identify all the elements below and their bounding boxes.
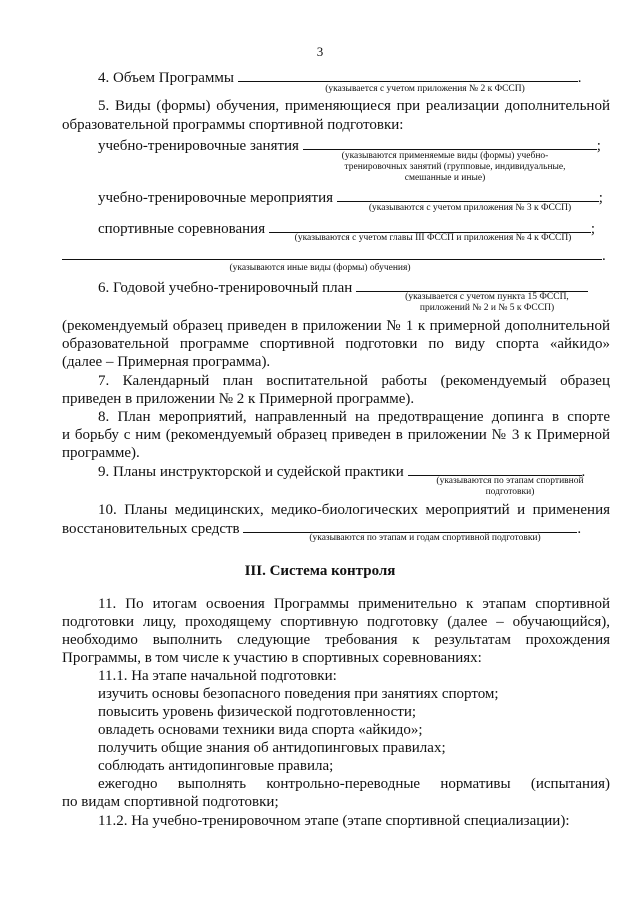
training-sessions-note-2: тренировочных занятий (групповые, индивидуальные,: [344, 162, 566, 172]
item-11-2-heading: 11.2. На учебно-тренировочном этапе (этапе спортивной специализации):: [98, 813, 570, 829]
requirement-item: соблюдать антидопинговые правила;: [98, 758, 334, 774]
item-6-text: 6. Годовой учебно-тренировочный план: [98, 280, 353, 296]
training-sessions-note-1: (указываются применяемые виды (формы) учебно-: [341, 151, 549, 161]
requirement-item-continued: по видам спортивной подготовки;: [62, 794, 279, 810]
item-11-line-2: подготовки лицу, проходящему спортивную подготовку (далее – обучающийся),: [62, 614, 610, 630]
item-11-line-3: необходимо выполнить следующие требования к результатам прохождения: [62, 632, 610, 648]
item-7-line-1: 7. Календарный план воспитательной работы (рекомендуемый образец: [98, 373, 610, 389]
training-sessions-blank: [303, 136, 597, 150]
item-4-text: 4. Объем Программы: [98, 70, 234, 86]
requirement-item: получить общие знания об антидопинговых правилах;: [98, 740, 446, 756]
requirement-item: ежегодно выполнять контрольно-переводные нормативы (испытания): [98, 776, 610, 792]
other-forms-note: (указываются иные виды (формы) обучения): [229, 263, 411, 273]
item-9-note-1: (указываются по этапам спортивной: [436, 476, 584, 486]
item-6-note-2: приложений № 2 и № 5 к ФССП): [419, 303, 555, 313]
item-4-end: .: [577, 70, 582, 86]
competitions-note: (указываются с учетом главы III ФССП и приложения № 4 к ФССП): [294, 233, 572, 243]
training-sessions-end: ;: [596, 138, 601, 154]
competitions-blank: [269, 219, 591, 233]
item-9-blank: [408, 462, 582, 476]
item-6-line-4: (далее – Примерная программа).: [62, 354, 271, 370]
item-10-note: (указываются по этапам и годам спортивной подготовки): [309, 533, 541, 543]
other-forms-end: .: [602, 248, 606, 264]
training-events-note: (указываются с учетом приложения № 3 к ФССП): [368, 203, 572, 213]
item-9-end: .: [581, 464, 586, 480]
item-7-line-2: приведен в приложении № 2 к Примерной программе).: [62, 391, 415, 407]
item-5-line-1: 5. Виды (формы) обучения, применяющиеся при реализации дополнительной: [98, 98, 610, 114]
competitions-label: спортивные соревнования: [98, 221, 266, 237]
item-9-note-2: подготовки): [485, 487, 535, 497]
competitions-end: ;: [590, 221, 596, 237]
item-9-text: 9. Планы инструкторской и судейской практики: [98, 464, 404, 480]
item-10-end: .: [577, 521, 582, 537]
item-11-1-heading: 11.1. На этапе начальной подготовки:: [98, 668, 337, 684]
item-10-blank: [243, 519, 577, 533]
page-number: 3: [316, 44, 324, 59]
item-4-note: (указывается с учетом приложения № 2 к ФССП): [325, 84, 525, 94]
item-11-line-1: 11. По итогам освоения Программы применительно к этапам спортивной: [98, 596, 610, 612]
requirement-item: изучить основы безопасного поведения при занятиях спортом;: [98, 686, 499, 702]
item-10-line-1: 10. Планы медицинских, медико-биологических мероприятий и применения: [98, 502, 610, 518]
requirement-item: повысить уровень физической подготовленности;: [98, 704, 417, 720]
item-8-line-1: 8. План мероприятий, направленный на предотвращение допинга в спорте: [98, 409, 610, 425]
item-6-line-3: образовательной программе спортивной подготовки по виду спорта «айкидо»: [62, 336, 610, 352]
item-11-line-4: Программы, в том числе к участию в спортивных соревнованиях:: [62, 650, 482, 666]
requirement-item: овладеть основами техники вида спорта «айкидо»;: [98, 722, 423, 738]
training-events-end: ;: [598, 190, 603, 206]
item-6-line-2: (рекомендуемый образец приведен в приложении № 1 к примерной дополнительной: [62, 318, 610, 334]
item-10-text: восстановительных средств: [62, 521, 240, 537]
item-6-note-1: (указывается с учетом пункта 15 ФССП,: [405, 292, 569, 302]
item-5-line-2: образовательной программы спортивной подготовки:: [62, 117, 404, 133]
section-title: III. Система контроля: [244, 563, 396, 579]
item-4-blank: [238, 68, 578, 82]
training-sessions-label: учебно-тренировочные занятия: [98, 138, 299, 154]
training-events-blank: [337, 188, 599, 202]
other-forms-blank: [62, 246, 602, 260]
item-8-line-2: и борьбу с ним (рекомендуемый образец приведен в приложении № 3 к Примерной: [62, 427, 610, 443]
training-sessions-note-3: смешанные и иные): [404, 173, 486, 183]
item-8-line-3: программе).: [62, 445, 140, 461]
training-events-label: учебно-тренировочные мероприятия: [98, 190, 334, 206]
item-6-blank: [356, 278, 588, 292]
